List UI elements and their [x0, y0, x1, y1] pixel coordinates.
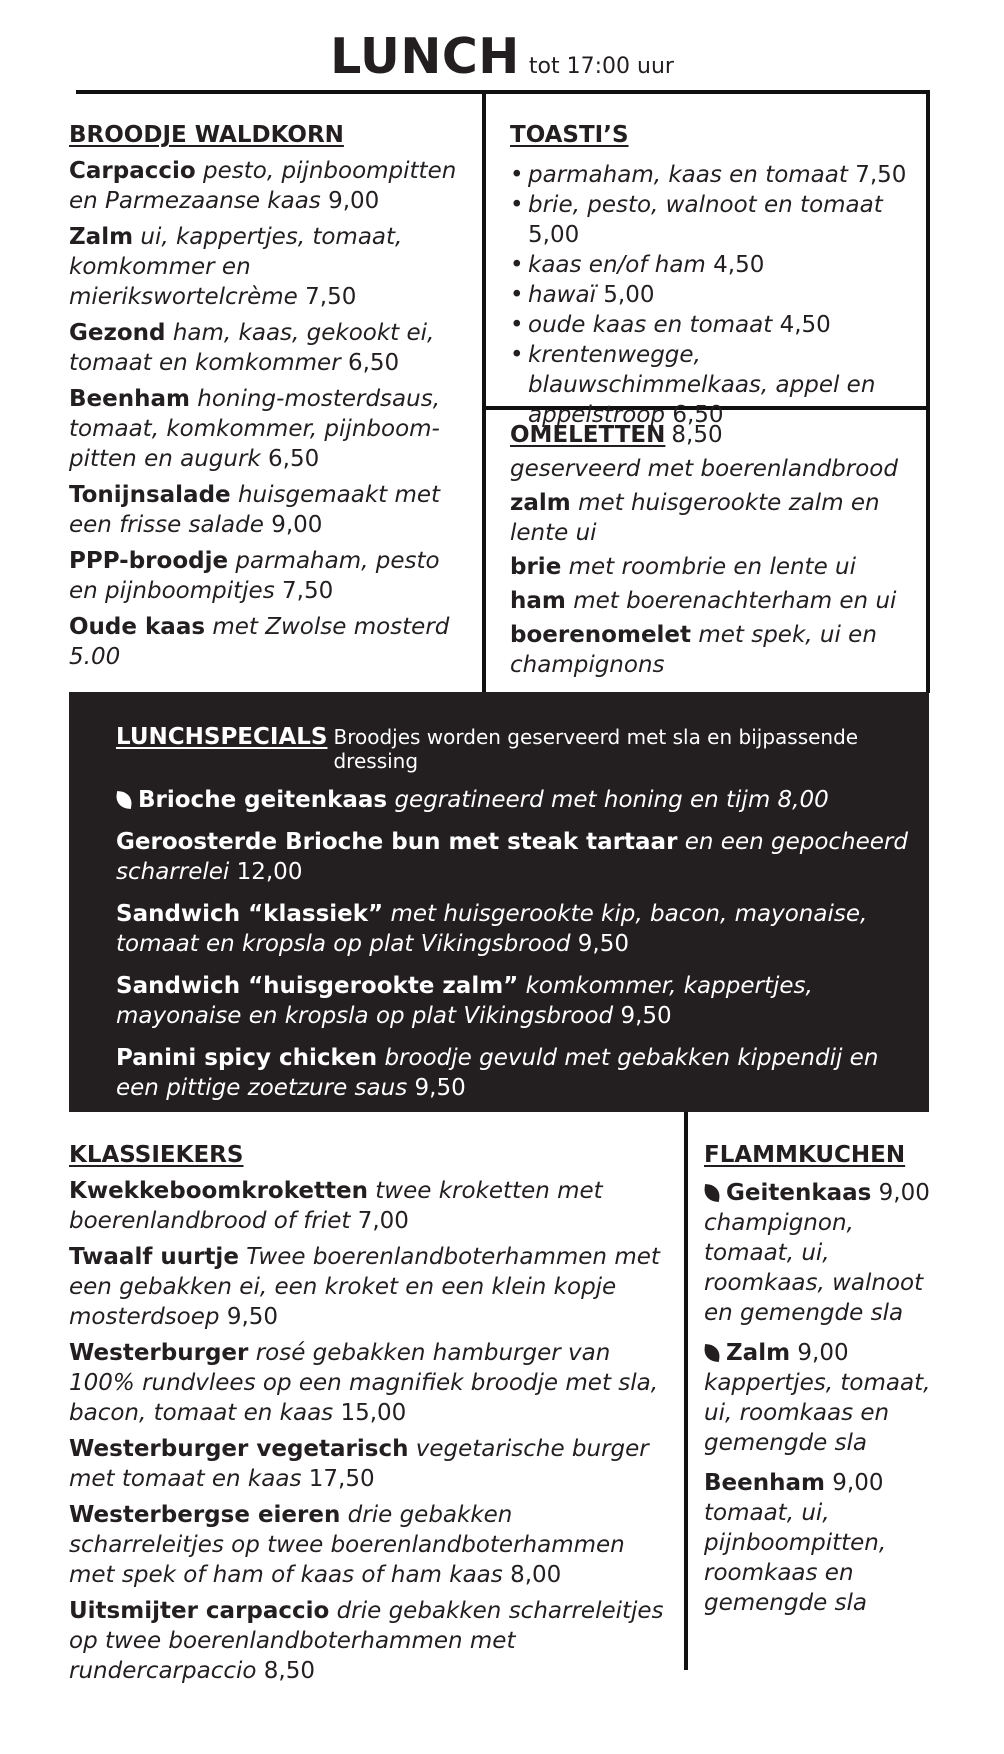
item-price: 6,50	[268, 446, 320, 472]
section-title: TOASTI’S	[510, 122, 629, 148]
section-note: Broodjes worden geserveerd met sla en bijpassende dressing	[333, 725, 859, 773]
item-price: 7,50	[282, 578, 334, 604]
item-name: PPP-broodje	[69, 548, 229, 574]
item-price: 4,50	[713, 252, 765, 278]
item-price: 7,50	[855, 162, 907, 188]
item-name: Zalm	[69, 224, 134, 250]
menu-item	[116, 1043, 916, 1103]
item-description: ham, kaas, gekookt ei, tomaat en komkommer	[69, 320, 435, 376]
item-description: drie gebakken scharreleitjes op twee boerenlandboterhammen met spek of ham of kaas of ham kaas	[69, 1502, 625, 1588]
right-border	[926, 90, 930, 693]
item-description: met Zwolse mosterd 5.00	[69, 614, 450, 670]
item-name: Gezond	[69, 320, 166, 346]
item-name: brie	[510, 554, 562, 580]
item-name: Kwekkeboomkroketten	[69, 1178, 368, 1204]
menu-header	[0, 28, 1004, 85]
item-description: Twee boerenlandboterhammen met een gebakken ei, een kroket en een klein kopje mosterdsoep	[69, 1244, 660, 1330]
bottom-divider	[684, 1110, 688, 1670]
item-price: 15,00	[340, 1400, 407, 1426]
list-item	[510, 280, 920, 310]
item-description: ui, kappertjes, tomaat, komkommer en mierikswortelcrème	[69, 224, 403, 310]
page-subtitle: tot 17:00 uur	[528, 54, 674, 79]
menu-item	[704, 1178, 934, 1328]
item-description: huisgemaakt met een frisse salade	[69, 482, 441, 538]
item-name: Zalm	[726, 1340, 791, 1366]
item-description: parmaham, pesto en pijnboompitjes	[69, 548, 440, 604]
omelet-subtitle: geserveerd met boerenlandbrood	[510, 456, 898, 482]
item-description: met spek, ui en champignons	[510, 622, 877, 678]
list-item	[510, 310, 920, 340]
item-price: 7,00	[357, 1208, 409, 1234]
item-name: ham	[510, 588, 566, 614]
item-description: oude kaas en tomaat	[528, 312, 773, 338]
item-name: boerenomelet	[510, 622, 692, 648]
toasti-list	[510, 160, 920, 430]
klassiekers-list	[69, 1176, 669, 1686]
item-name: Sandwich “klassiek”	[116, 901, 384, 927]
item-description: hawaï	[528, 282, 596, 308]
menu-item	[69, 318, 469, 378]
item-description: komkommer, kappertjes, mayonaise en kropsla op plat Vikingsbrood	[116, 973, 813, 1029]
menu-item	[510, 488, 920, 548]
item-description: en een gepocheerd scharrelei	[116, 829, 908, 885]
menu-item	[704, 1468, 934, 1618]
menu-item	[116, 899, 916, 959]
menu-item	[69, 1434, 669, 1494]
menu-item	[510, 552, 920, 582]
menu-item	[704, 1338, 934, 1458]
section-title: KLASSIEKERS	[69, 1142, 244, 1168]
item-name: Twaalf uurtje	[69, 1244, 239, 1270]
item-name: Geroosterde Brioche bun met steak tartaar	[116, 829, 678, 855]
item-name: Brioche geitenkaas	[138, 787, 388, 813]
item-name: Uitsmijter carpaccio	[69, 1598, 330, 1624]
item-price: 9,00	[328, 188, 380, 214]
menu-item	[69, 222, 469, 312]
menu-item	[69, 546, 469, 606]
item-name: zalm	[510, 490, 571, 516]
menu-item	[69, 612, 469, 672]
page-title: LUNCH	[330, 28, 520, 85]
item-description: kaas en/of ham	[528, 252, 706, 278]
item-name: Geitenkaas	[726, 1180, 872, 1206]
item-name: Beenham	[69, 386, 190, 412]
item-description: met boerenachterham en ui	[573, 588, 897, 614]
item-price: 9,50	[577, 931, 629, 957]
item-price: 7,50	[305, 284, 357, 310]
item-description: honing-mosterdsaus, tomaat, komkommer, pijnboom-pitten en augurk	[69, 386, 441, 472]
item-description: broodje gevuld met gebakken kippendij en een pittige zoetzure saus	[116, 1045, 879, 1101]
item-price: 8,50	[263, 1658, 315, 1684]
menu-item	[69, 1596, 669, 1686]
item-price: 6,50	[672, 402, 724, 428]
item-price: 9,50	[620, 1003, 672, 1029]
omelet-price: 8,50	[671, 422, 723, 448]
item-name: Westerburger	[69, 1340, 249, 1366]
item-description: vegetarische burger met tomaat en kaas	[69, 1436, 649, 1492]
section-title: LUNCHSPECIALS	[116, 724, 328, 750]
broodje-list	[69, 156, 469, 672]
item-price: 5,00	[603, 282, 655, 308]
item-name: Beenham	[704, 1470, 825, 1496]
flammkuchen-list	[704, 1178, 934, 1618]
item-description: rosé gebakken hamburger van 100% rundvlees op een magnifiek broodje met sla, bacon, tomaat en kaas	[69, 1340, 659, 1426]
item-price: 4,50	[779, 312, 831, 338]
item-description: parmaham, kaas en tomaat	[528, 162, 848, 188]
item-name: Sandwich “huisgerookte zalm”	[116, 973, 519, 999]
menu-item	[69, 480, 469, 540]
item-description: met huisgerookte zalm en lente ui	[510, 490, 880, 546]
section-title: OMELETTEN	[510, 422, 666, 448]
item-description: pesto, pijnboompitten en Parmezaanse kaas	[69, 158, 457, 214]
menu-item	[69, 1500, 669, 1590]
section-broodje-waldkorn	[69, 122, 469, 672]
item-name: Westerbergse eieren	[69, 1502, 341, 1528]
menu-item	[510, 586, 920, 616]
specials-list	[116, 785, 916, 1103]
list-item	[510, 340, 920, 430]
section-title-row	[510, 422, 920, 448]
menu-item	[69, 156, 469, 216]
menu-item	[69, 1338, 669, 1428]
item-description: twee kroketten met boerenlandbrood of friet	[69, 1178, 603, 1234]
section-title: BROODJE WALDKORN	[69, 122, 344, 148]
item-description: met roombrie en lente ui	[568, 554, 857, 580]
item-description: krentenwegge, blauwschimmelkaas, appel en appelstroop	[528, 342, 876, 428]
leaf-icon	[703, 1344, 721, 1362]
item-description: drie gebakken scharreleitjes op twee boerenlandboterhammen met rundercarpaccio	[69, 1598, 664, 1684]
item-price: 9,50	[226, 1304, 279, 1330]
menu-item	[69, 384, 469, 474]
item-description: met huisgerookte kip, bacon, mayonaise, tomaat en kropsla op plat Vikingsbrood	[116, 901, 868, 957]
section-toastis	[510, 122, 920, 430]
item-price: 9,00	[878, 1180, 930, 1206]
item-price: 17,50	[308, 1466, 375, 1492]
omelet-list	[510, 488, 920, 680]
item-price: 9,00	[271, 512, 323, 538]
menu-item	[116, 827, 916, 887]
menu-item	[510, 620, 920, 680]
section-title-row	[116, 724, 916, 773]
menu-item	[69, 1176, 669, 1236]
list-item	[510, 250, 920, 280]
item-price: 9,00	[832, 1470, 884, 1496]
section-klassiekers	[69, 1142, 669, 1686]
menu-item	[69, 1242, 669, 1332]
list-item	[510, 160, 920, 190]
section-title: FLAMMKUCHEN	[704, 1142, 906, 1168]
menu-item	[116, 785, 916, 815]
item-price: 12,00	[236, 859, 303, 885]
leaf-icon	[115, 791, 133, 809]
item-description: gegratineerd met honing en tijm 8,00	[394, 787, 829, 813]
item-name: Westerburger vegetarisch	[69, 1436, 409, 1462]
item-description: brie, pesto, walnoot en tomaat	[528, 192, 883, 218]
item-name: Panini spicy chicken	[116, 1045, 378, 1071]
item-description: tomaat, ui, pijnboompitten, roomkaas en gemengde sla	[704, 1500, 887, 1616]
item-price: 9,50	[414, 1075, 466, 1101]
item-price: 9,00	[797, 1340, 849, 1366]
list-item	[510, 190, 920, 250]
leaf-icon	[703, 1184, 721, 1202]
section-flammkuchen	[704, 1142, 934, 1618]
item-price: 8,00	[510, 1562, 562, 1588]
top-rule	[76, 90, 929, 94]
item-price: 5,00	[528, 222, 580, 248]
item-name: Oude kaas	[69, 614, 206, 640]
center-divider	[482, 90, 486, 693]
menu-item	[116, 971, 916, 1031]
section-lunchspecials	[69, 692, 929, 1112]
section-omeletten	[510, 422, 920, 680]
item-name: Tonijnsalade	[69, 482, 231, 508]
item-name: Carpaccio	[69, 158, 196, 184]
item-price: 6,50	[347, 350, 400, 376]
item-description: champignon, tomaat, ui, roomkaas, walnoot en gemengde sla	[704, 1210, 924, 1326]
item-description: kappertjes, tomaat, ui, roomkaas en gemengde sla	[704, 1370, 931, 1456]
